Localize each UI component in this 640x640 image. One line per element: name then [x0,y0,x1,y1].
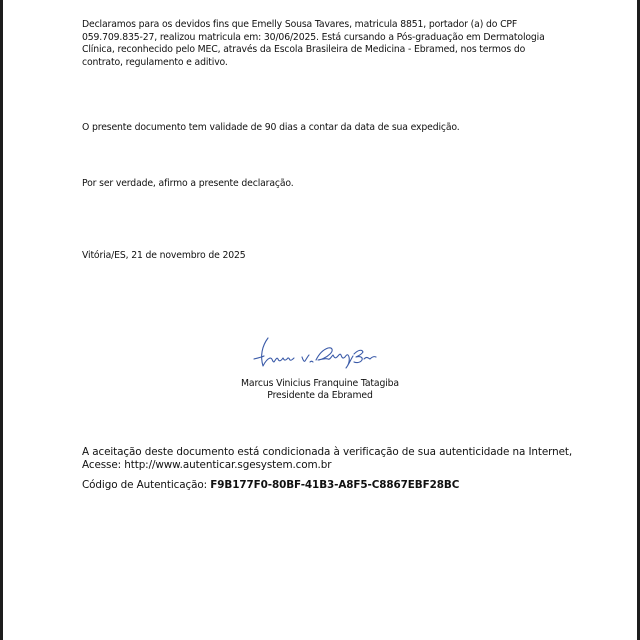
signatory-title: Presidente da Ebramed [267,390,373,401]
truth-statement: Por ser verdade, afirmo a presente declaração. [82,178,294,189]
place-date: Vitória/ES, 21 de novembro de 2025 [82,250,246,261]
declaration-paragraph: Declaramos para os devidos fins que Emelly Sousa Tavares, matricula 8851, portador (a) do CPF 059.709.835-27, realizou matricula em: 30/06/2025. Está cursando a Pós-graduação em Dermatologia Clínica, reconhecido pelo MEC, através da Escola Brasileira de Medicina - Ebramed, nos termos do contrato, regulamento e aditivo. [82,19,545,68]
signatory-block [230,378,410,402]
authentication-notice [82,446,572,472]
authentication-line-1: A aceitação deste documento está condicionada à verificação de sua autenticidade na Internet, [82,446,573,458]
page-edge-left [0,0,3,640]
authentication-url-line: Acesse: http://www.autenticar.sgesystem.com.br [82,459,332,471]
signatory-name: Marcus Vinicius Franquine Tatagiba [241,378,399,389]
validity-paragraph: O presente documento tem validade de 90 dias a contar da data de sua expedição. [82,122,460,133]
authentication-code [82,479,459,492]
signature-icon [250,332,390,374]
authentication-code-value: F9B177F0-80BF-41B3-A8F5-C8867EBF28BC [210,479,460,491]
authentication-code-label: Código de Autenticação: [82,479,208,491]
